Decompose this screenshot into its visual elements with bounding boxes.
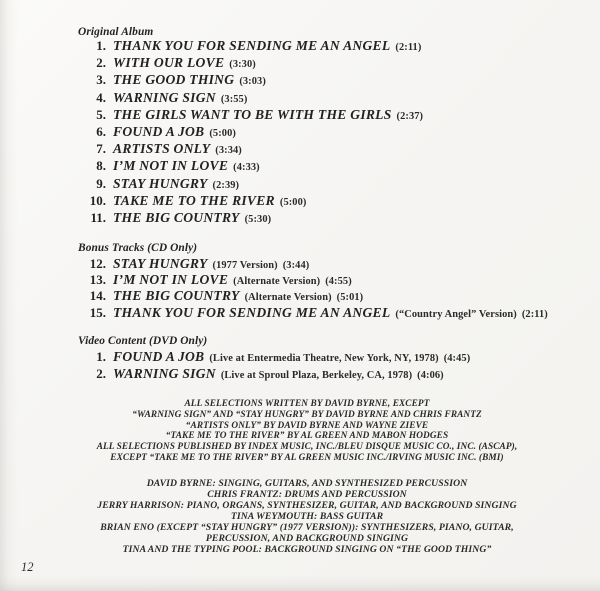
track-duration: (4:55) xyxy=(325,276,352,288)
track-title: STAY HUNGRY xyxy=(113,175,208,191)
track-number: 7. xyxy=(96,141,106,157)
track-number: 3. xyxy=(96,72,106,88)
personnel-credit-line: JERRY HARRISON: PIANO, ORGANS, SYNTHESIZER, GUITAR, AND BACKGROUND SINGING xyxy=(97,500,517,511)
track-duration: (2:11) xyxy=(395,42,422,53)
personnel-credits xyxy=(24,478,590,555)
track-duration: (4:45) xyxy=(443,353,471,364)
section-header-video-content: Video Content (DVD Only) xyxy=(78,335,208,347)
track-row xyxy=(70,256,600,272)
track-row xyxy=(70,366,600,383)
track-row xyxy=(70,90,600,107)
track-title: I’M NOT IN LOVE xyxy=(113,158,229,174)
tracklist-original-album xyxy=(70,38,600,227)
track-duration: (3:55) xyxy=(220,93,248,105)
track-title: THE BIG COUNTRY xyxy=(113,288,240,304)
publishing-credit-line: “ARTISTS ONLY” BY DAVID BYRNE AND WAYNE ZIEVE xyxy=(185,420,429,431)
track-duration: (3:44) xyxy=(282,260,310,271)
track-title: WARNING SIGN xyxy=(113,365,216,381)
track-row xyxy=(70,176,600,193)
track-number: 9. xyxy=(96,175,106,191)
section-header-original-album: Original Album xyxy=(78,26,154,38)
personnel-credit-line: TINA AND THE TYPING POOL: BACKGROUND SINGING ON “THE GOOD THING” xyxy=(122,544,492,555)
publishing-credit-line: “TAKE ME TO THE RIVER” BY AL GREEN AND MABON HODGES xyxy=(165,431,449,442)
publishing-credits xyxy=(24,399,590,464)
section-header-bonus-tracks: Bonus Tracks (CD Only) xyxy=(78,242,198,254)
tracklist-video xyxy=(70,349,600,383)
track-row xyxy=(70,288,600,304)
personnel-credit-line: DAVID BYRNE: SINGING, GUITARS, AND SYNTHESIZED PERCUSSION xyxy=(146,478,468,489)
track-duration: (5:00) xyxy=(279,196,307,208)
publishing-credit-line: “WARNING SIGN” AND “STAY HUNGRY” BY DAVID BYRNE AND CHRIS FRANTZ xyxy=(132,409,482,420)
track-title: WARNING SIGN xyxy=(113,89,216,105)
track-number: 14. xyxy=(89,288,106,304)
track-title: STAY HUNGRY xyxy=(113,256,208,271)
personnel-credit-line: PERCUSSION, AND BACKGROUND SINGING xyxy=(205,533,409,544)
track-title: THE BIG COUNTRY xyxy=(113,209,240,225)
track-row xyxy=(70,55,600,72)
track-number: 15. xyxy=(89,304,106,320)
track-title: FOUND A JOB xyxy=(113,123,205,139)
track-title: TAKE ME TO THE RIVER xyxy=(113,192,275,208)
personnel-credit-line: CHRIS FRANTZ: DRUMS AND PERCUSSION xyxy=(207,489,407,500)
track-number: 12. xyxy=(89,256,106,271)
track-number: 5. xyxy=(96,106,106,122)
tracklist-bonus xyxy=(70,256,600,321)
track-title: THE GOOD THING xyxy=(113,72,235,88)
track-number: 13. xyxy=(89,272,106,288)
track-duration: (5:01) xyxy=(336,292,364,304)
track-note: (“Country Angel” Version) xyxy=(395,308,517,320)
track-duration: (2:37) xyxy=(396,110,424,122)
track-title: WITH OUR LOVE xyxy=(113,55,225,71)
track-note: (Live at Sproul Plaza, Berkeley, CA, 1978) xyxy=(220,369,413,381)
track-title: THE GIRLS WANT TO BE WITH THE GIRLS xyxy=(113,106,392,122)
track-number: 4. xyxy=(96,89,106,105)
track-number: 11. xyxy=(90,209,106,225)
track-duration: (3:03) xyxy=(239,76,266,88)
publishing-credit-line: ALL SELECTIONS WRITTEN BY DAVID BYRNE, EXCEPT xyxy=(184,399,430,409)
track-note: (Live at Entermedia Theatre, New York, NY, 1978) xyxy=(209,353,439,364)
track-number: 2. xyxy=(96,55,106,71)
track-note: (1977 Version) xyxy=(212,260,278,271)
track-row xyxy=(70,349,600,366)
track-title: THANK YOU FOR SENDING ME AN ANGEL xyxy=(113,38,391,53)
track-duration: (3:34) xyxy=(215,145,242,157)
track-number: 1. xyxy=(96,349,106,364)
track-duration: (4:33) xyxy=(233,162,260,174)
publishing-credit-line: EXCEPT “TAKE ME TO THE RIVER” BY AL GREEN MUSIC INC./IRVING MUSIC INC. (BMI) xyxy=(110,452,504,463)
track-row xyxy=(70,72,600,89)
publishing-credit-line: ALL SELECTIONS PUBLISHED BY INDEX MUSIC, INC./BLEU DISQUE MUSIC CO., INC. (ASCAP), xyxy=(96,442,518,453)
track-duration: (4:06) xyxy=(417,369,444,381)
track-number: 6. xyxy=(96,123,106,139)
track-number: 2. xyxy=(96,365,106,381)
track-row xyxy=(70,124,600,141)
track-title: FOUND A JOB xyxy=(113,349,205,364)
track-number: 10. xyxy=(89,192,106,208)
track-number: 8. xyxy=(96,158,106,174)
track-row xyxy=(70,107,600,124)
track-row xyxy=(70,305,600,321)
track-row xyxy=(70,158,600,175)
track-row xyxy=(70,193,600,210)
track-note: (Alternate Version) xyxy=(233,276,321,288)
track-row xyxy=(70,141,600,158)
track-duration: (5:30) xyxy=(244,213,272,225)
track-title: ARTISTS ONLY xyxy=(113,141,211,157)
track-row xyxy=(70,38,600,55)
track-duration: (2:39) xyxy=(212,179,240,191)
track-title: I’M NOT IN LOVE xyxy=(113,272,229,288)
track-row xyxy=(70,272,600,288)
page-number: 12 xyxy=(21,560,34,574)
track-row xyxy=(70,210,600,227)
personnel-credit-line: BRIAN ENO (EXCEPT “STAY HUNGRY” (1977 VERSION)): SYNTHESIZERS, PIANO, GUITAR, xyxy=(100,522,514,533)
personnel-credit-line: TINA WEYMOUTH: BASS GUITAR xyxy=(230,511,384,522)
track-duration: (3:30) xyxy=(229,59,256,71)
track-title: THANK YOU FOR SENDING ME AN ANGEL xyxy=(113,304,391,320)
track-duration: (5:00) xyxy=(209,127,236,139)
track-note: (Alternate Version) xyxy=(244,292,332,304)
track-number: 1. xyxy=(96,38,106,53)
track-duration: (2:11) xyxy=(521,308,548,320)
